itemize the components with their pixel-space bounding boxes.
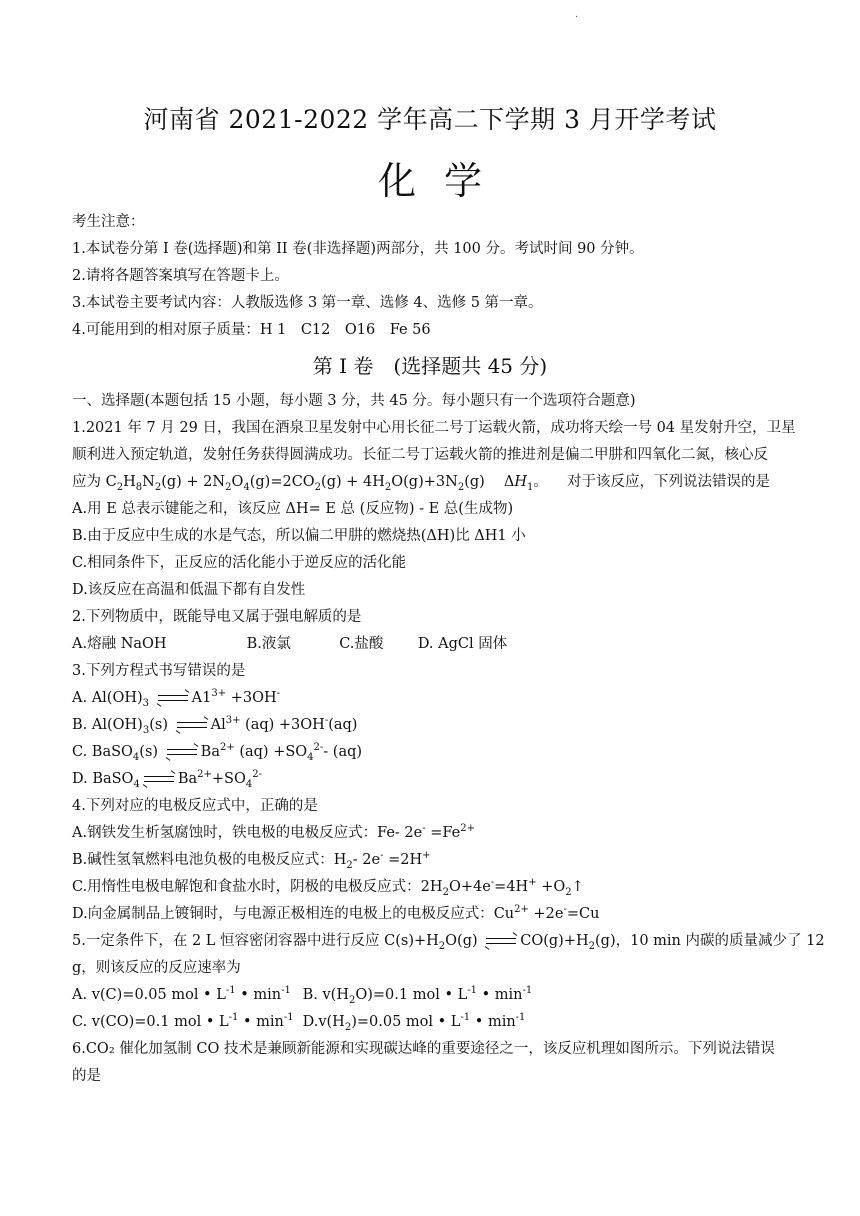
q1-stem-line2: 顺利进入预定轨道，发射任务获得圆满成功。长征二号丁运载火箭的推进剂是偏二甲肼和四氧化二氮，核心反 <box>72 447 768 463</box>
notice-item-3: 3.本试卷主要考试内容：人教版选修 3 第一章、选修 4、选修 5 第一章。 <box>72 295 543 311</box>
q1-equation: $C_2H_8N_2(g) + 2N_2O_4(g)=2CO_2(g) + 4H_2O(g)+3N_2(g)$ $\Delta H_1$。 <box>105 474 548 493</box>
notice-item-4: 4.可能用到的相对原子质量：H 1 C12 O16 Fe 56 <box>72 322 431 338</box>
q4-stem: 4.下列对应的电极反应式中，正确的是 <box>72 798 318 814</box>
notice-item-1: 1.本试卷分第 I 卷(选择题)和第 II 卷(非选择题)两部分，共 100 分。考试时间 90 分钟。 <box>72 241 644 257</box>
top-dot: · <box>575 12 579 23</box>
q5-stem-line1 <box>72 931 825 952</box>
q3-stem: 3.下列方程式书写错误的是 <box>72 663 246 679</box>
equilibrium-arrow-icon <box>484 934 518 948</box>
q4-option-b: B.碱性氢氧燃料电池负极的电极反应式：$H_2-$ 2e- =2H+ <box>72 850 431 871</box>
q5-option-c: C. v(CO)=0.1 mol • $L^{-1}$ • $\min^{-1}$ <box>72 1012 294 1030</box>
q3-option-a: A. $Al(OH)_3$ $A1^{3+} +3OH^-$ <box>72 688 281 709</box>
equilibrium-arrow-icon <box>142 772 176 786</box>
q2-options <box>72 634 792 654</box>
section-title: 第 I 卷 (选择题共 45 分) <box>312 354 548 378</box>
q1-option-d: D.该反应在高温和低温下都有自发性 <box>72 582 306 598</box>
q2-stem: 2.下列物质中，既能导电又属于强电解质的是 <box>72 609 362 625</box>
q5-stem-suffix: ，10 min 内碳的质量减少了 12 <box>615 933 825 949</box>
q1-option-c: C.相同条件下，正反应的活化能小于逆反应的活化能 <box>72 555 407 571</box>
q4-option-d: D.向金属制品上镀铜时，与电源正极相连的电极上的电极反应式：$Cu^{2+} +2e^-=Cu$ <box>72 904 600 922</box>
q3-option-d: D. BaSO$_4$ $Ba^{2+}+SO_4^{2-}$ <box>72 769 262 790</box>
exam-title: 河南省 2021-2022 学年高二下学期 3 月开学考试 <box>143 105 717 134</box>
q5-options-row2 <box>72 1012 792 1032</box>
q1-stem-line1: 1.2021 年 7 月 29 日，我国在酒泉卫星发射中心用长征二号丁运载火箭，成功将天绘一号 04 星发射升空，卫星 <box>72 420 796 436</box>
q5-option-b: B. $v(H_2O)=0.1$ mol • $L^{-1}$ • $\min^{-1}$ <box>302 985 533 1006</box>
section-instruction: 一、选择题(本题包括 15 小题，每小题 3 分，共 45 分。每小题只有一个选项符合题意) <box>72 393 636 409</box>
q1-option-b: B.由于反应中生成的水是气态，所以偏二甲肼的燃烧热(ΔH)比 ΔH1 小 <box>72 528 526 544</box>
q4-option-c: C.用惰性电极电解饱和食盐水时，阴极的电极反应式：$2H_2O+4e^-=4H^+$ $+O_2↑$ <box>72 877 584 898</box>
q5-option-a: A. v(C)=0.05 mol • $L^{-1}$ • $\min^{-1}$ <box>72 985 291 1003</box>
q1-option-a: A.用 E 总表示键能之和，该反应 ΔH= E 总 (反应物) - E 总(生成物) <box>72 501 514 517</box>
notice-heading: 考生注意： <box>72 214 145 230</box>
q1-stem-suffix: 对于该反应，下列说法错误的是 <box>552 474 771 490</box>
q2-option-d: D. AgCl 固体 <box>417 636 508 652</box>
q6-stem-line1: 6.CO₂ 催化加氢制 CO 技术是兼顾新能源和实现碳达峰的重要途径之一，该反应机理如图所示。下列说法错误 <box>72 1041 775 1057</box>
notice-item-2: 2.请将各题答案填写在答题卡上。 <box>72 268 289 284</box>
q5-option-d: $D.v(H_2)=0.05$ mol • $L^{-1}$ • $\min^{-1}$ <box>302 1012 526 1033</box>
subject-title: 化学 <box>377 159 510 203</box>
q5-options-row1 <box>72 985 792 1005</box>
q1-stem-line3 <box>72 472 792 492</box>
q2-option-c: C.盐酸 <box>339 636 384 652</box>
q5-stem-line2: g，则该反应的反应速率为 <box>72 960 241 976</box>
q3-option-c: C. BaSO$_4$(s) $Ba^{2+}$ $(aq) +SO_4^{2-}-$ (aq) <box>72 742 363 763</box>
q2-option-a: A.熔融 NaOH <box>72 636 167 652</box>
equilibrium-arrow-icon <box>165 745 199 759</box>
equilibrium-arrow-icon <box>175 718 209 732</box>
q5-equation: $C(s)+H_2O(g)$ $CO(g)+H_2(g)$ <box>384 933 616 952</box>
q6-stem-line2: 的是 <box>72 1068 101 1084</box>
q4-option-a: A.钢铁发生析氢腐蚀时，铁电极的电极反应式：Fe- $2e^- =Fe^{2+}$ <box>72 823 475 841</box>
q5-stem-prefix: 5.一定条件下，在 2 L 恒容密闭容器中进行反应 <box>72 933 380 949</box>
q1-stem-prefix: 应为 <box>72 474 101 490</box>
q3-option-b: B. $Al(OH)_3(s)$ $Al^{3+}$ (aq) +3OH-(aq) <box>72 715 358 736</box>
q2-option-b: B.液氯 <box>246 636 291 652</box>
equilibrium-arrow-icon <box>156 691 190 705</box>
